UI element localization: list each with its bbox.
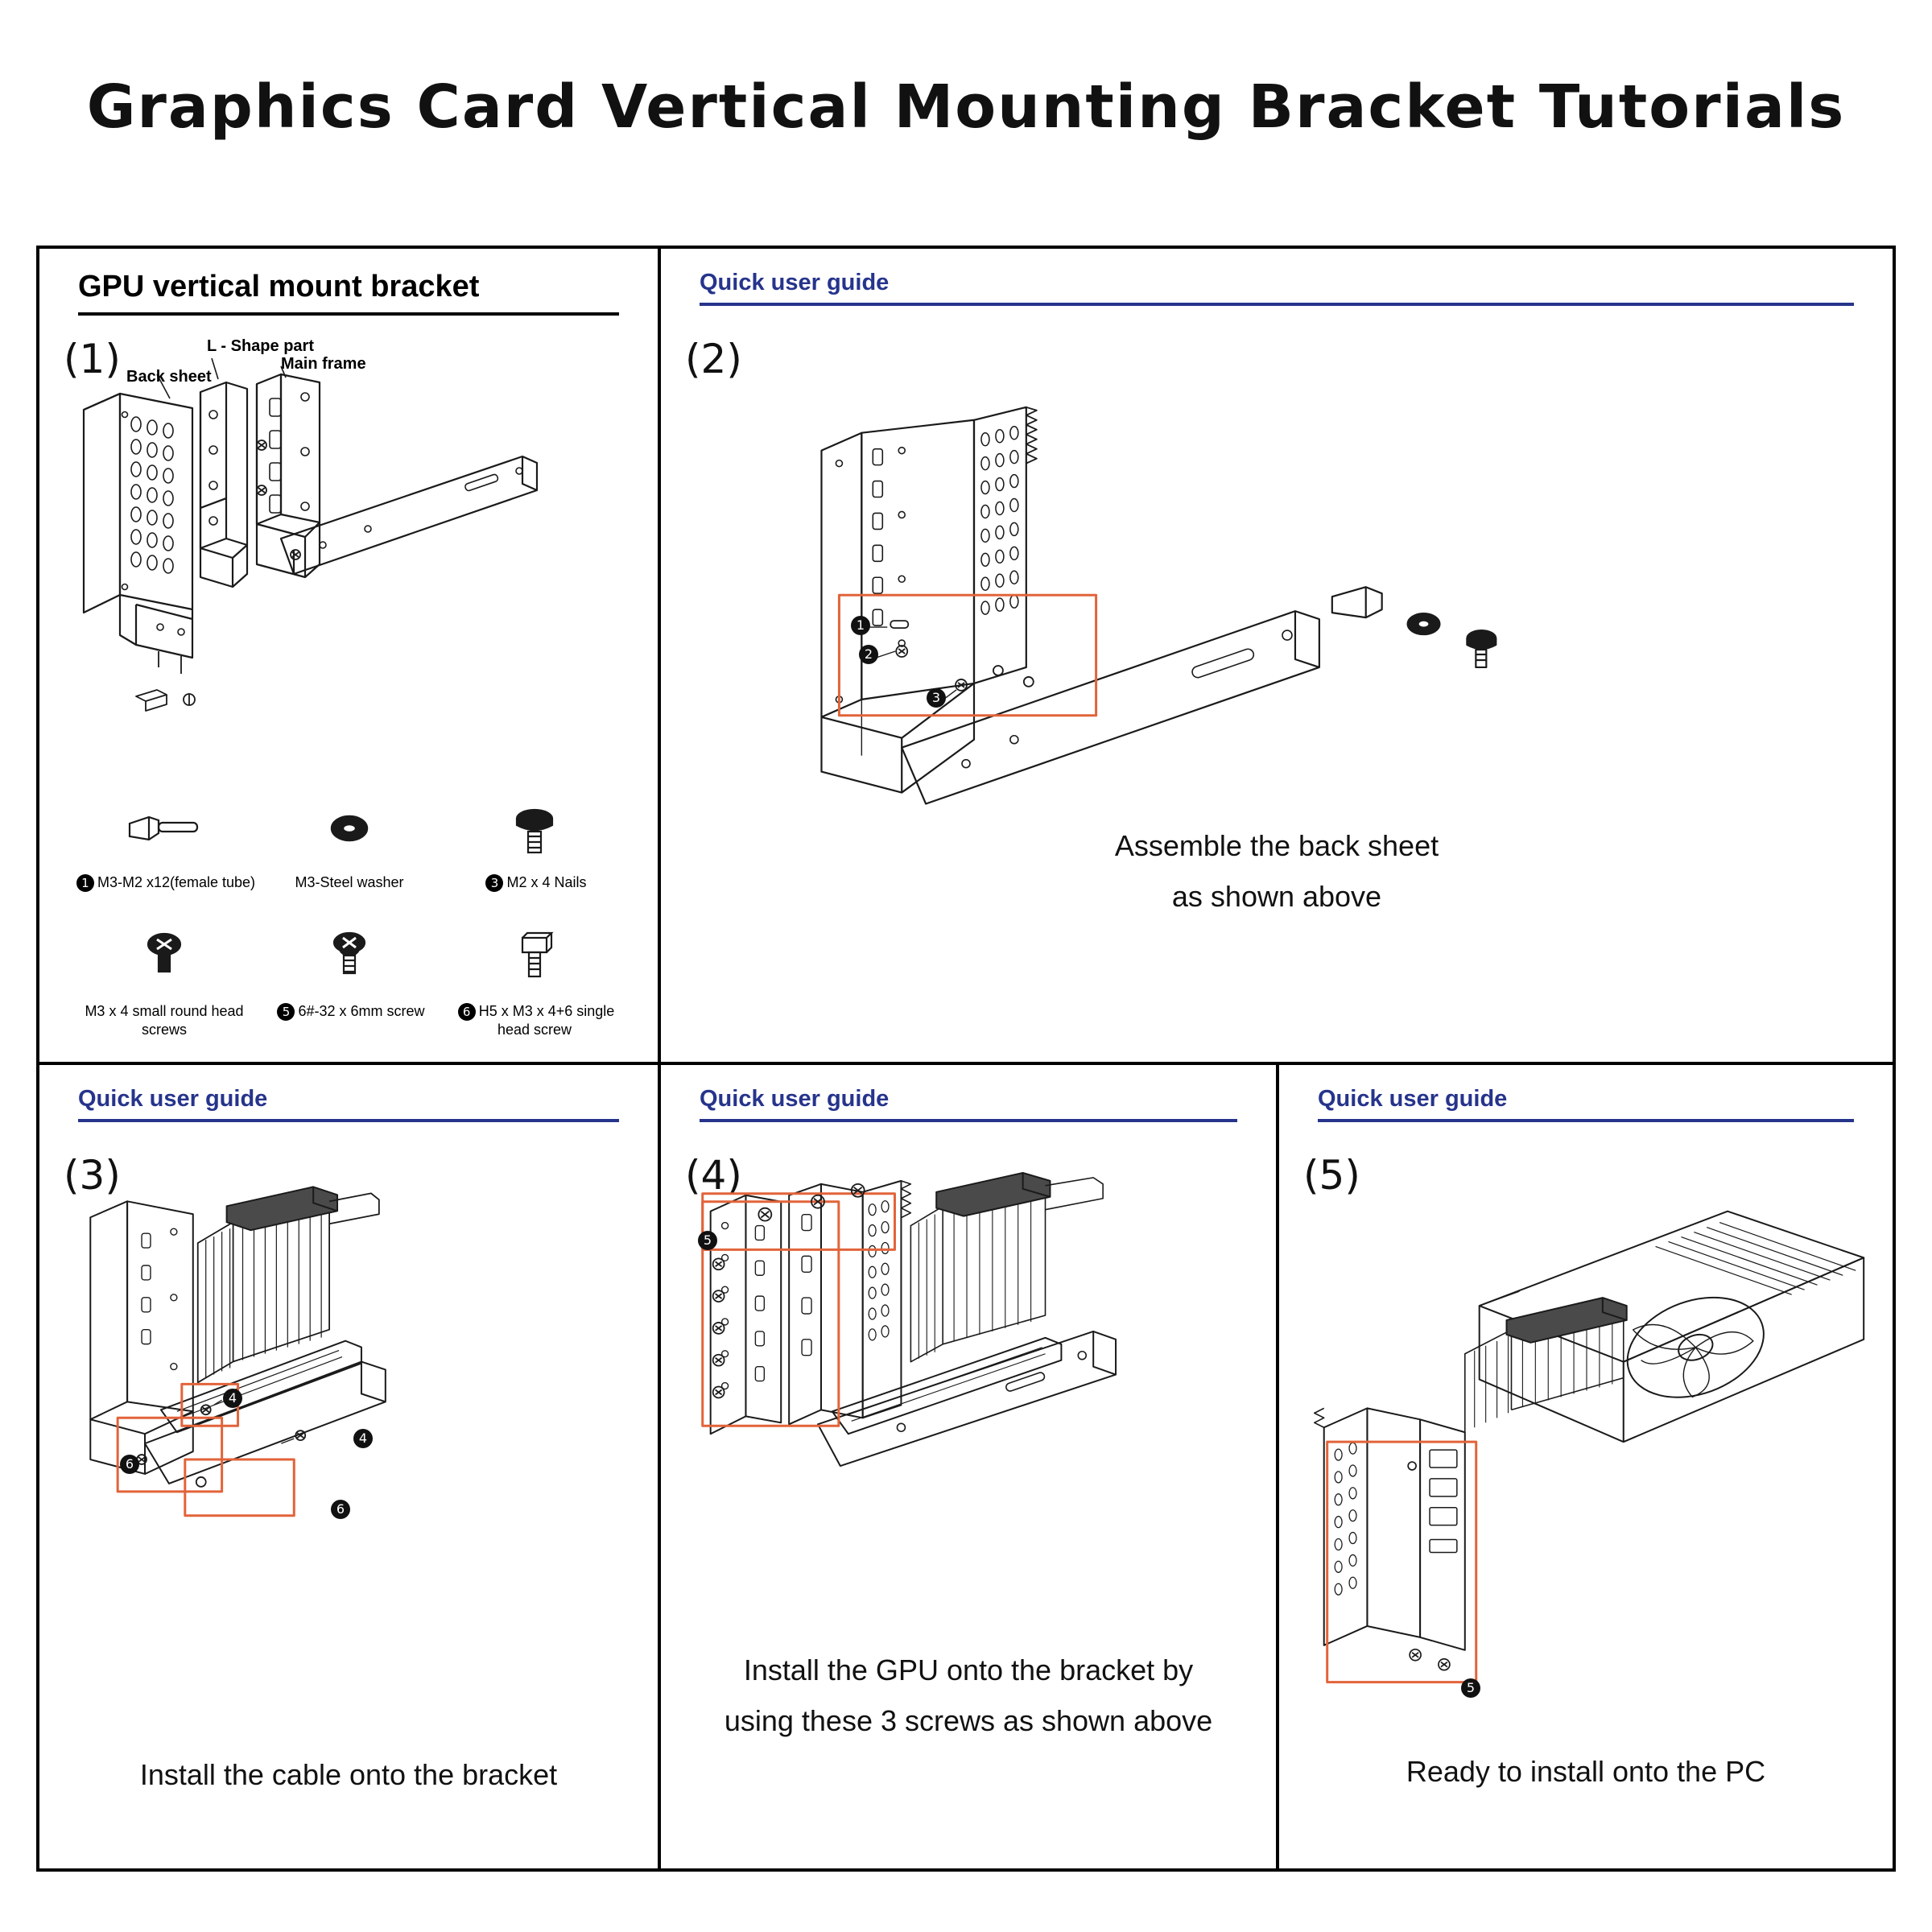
panel-4-caption: [661, 1645, 1276, 1746]
part-item-1: [72, 796, 257, 925]
panel-3-caption-line-1: Install the cable onto the bracket: [139, 1758, 558, 1791]
part-item-3-label: [442, 873, 627, 892]
panel-4-rule: [700, 1119, 1237, 1122]
part-item-6: [442, 925, 627, 1054]
panel-2-caption-line-2: as shown above: [1171, 880, 1382, 913]
part-item-2: [257, 796, 442, 925]
callout-4-b: 4: [353, 1429, 373, 1448]
panel-4-step-number: (4): [685, 1152, 742, 1199]
panel-grid: [36, 246, 1896, 1872]
panel-5-caption-line-1: Ready to install onto the PC: [1406, 1755, 1766, 1788]
panel-5-title: Quick user guide: [1318, 1086, 1508, 1112]
callout-5-final: 5: [1461, 1678, 1480, 1698]
panel-4: [658, 1065, 1276, 1872]
part-item-3-text: M2 x 4 Nails: [506, 874, 587, 890]
part-item-6-text: H5 x M3 x 4+6 single head screw: [478, 1003, 615, 1038]
part-badge-1: 1: [76, 874, 94, 892]
panel-1-header: [78, 270, 619, 316]
panel-3: [39, 1065, 658, 1872]
callout-6-b: 6: [331, 1500, 350, 1519]
part-badge-6: 6: [458, 1003, 476, 1021]
standoff-icon: [72, 796, 257, 870]
single-head-screw-icon: [442, 925, 627, 999]
nail-screw-icon: [442, 796, 627, 870]
part-badge-5: 5: [277, 1003, 295, 1021]
callout-5: 5: [698, 1231, 717, 1250]
panel-3-rule: [78, 1119, 619, 1122]
panel-5-caption: [1279, 1746, 1893, 1797]
panel-3-step-number: (3): [64, 1152, 121, 1199]
panel-2-rule: [700, 303, 1854, 306]
callout-2: 2: [859, 645, 878, 664]
panel-2-assembly-diagram: [661, 249, 1893, 1062]
parts-list: [72, 796, 627, 1054]
panel-5: [1276, 1065, 1893, 1872]
panel-row-top: [39, 249, 1893, 1062]
washer-icon: [257, 796, 442, 870]
panel-3-caption: [39, 1749, 658, 1800]
part-item-6-label: [442, 1002, 627, 1039]
panel-4-gpu-mount-diagram: [661, 1065, 1276, 1872]
callout-3: 3: [927, 688, 946, 708]
panel-4-caption-line-2: using these 3 screws as shown above: [724, 1704, 1213, 1737]
panel-2: [658, 249, 1893, 1062]
part-item-1-text: M3-M2 x12(female tube): [97, 874, 256, 890]
round-head-screw-icon: [72, 925, 257, 999]
panel-5-rule: [1318, 1119, 1854, 1122]
panel-5-step-number: (5): [1303, 1152, 1360, 1199]
part-label-back-sheet: Back sheet: [126, 368, 212, 386]
part-label-l-shape: L - Shape part: [207, 337, 314, 355]
part-item-4-label: M3 x 4 small round head screws: [85, 1003, 244, 1038]
panel-1-rule: [78, 312, 619, 316]
panel-5-header: [1318, 1086, 1854, 1122]
panel-3-header: [78, 1086, 619, 1122]
panel-2-header: [700, 270, 1854, 306]
panel-1: [39, 249, 658, 1062]
callout-6-a: 6: [120, 1455, 139, 1474]
part-item-1-label: [72, 873, 257, 892]
callout-4-a: 4: [223, 1389, 242, 1408]
panel-3-title: Quick user guide: [78, 1086, 268, 1112]
parts-list-row-1: [72, 796, 627, 925]
part-item-2-label: M3-Steel washer: [295, 874, 404, 890]
panel-row-bottom: [39, 1062, 1893, 1872]
panel-4-header: [700, 1086, 1237, 1122]
part-item-3: [442, 796, 627, 925]
part-label-main-frame: Main frame: [281, 355, 366, 373]
part-badge-3: 3: [485, 874, 503, 892]
parts-list-row-2: [72, 925, 627, 1054]
panel-4-title: Quick user guide: [700, 1086, 890, 1112]
panel-2-step-number: (2): [685, 336, 742, 382]
panel-2-title: Quick user guide: [700, 270, 890, 295]
callout-1: 1: [851, 616, 870, 635]
flat-screw-icon: [257, 925, 442, 999]
panel-4-caption-line-1: Install the GPU onto the bracket by: [743, 1653, 1194, 1686]
panel-2-caption-line-1: Assemble the back sheet: [1114, 829, 1439, 862]
panel-1-title: GPU vertical mount bracket: [78, 270, 480, 303]
page-title: Graphics Card Vertical Mounting Bracket Tutorials: [86, 72, 1846, 142]
panel-2-caption: [661, 820, 1893, 922]
part-item-5-text: 6#-32 x 6mm screw: [298, 1003, 425, 1019]
part-item-5: [257, 925, 442, 1054]
part-item-4: [72, 925, 257, 1054]
panel-1-step-number: (1): [64, 336, 121, 382]
part-item-5-label: [257, 1002, 442, 1021]
